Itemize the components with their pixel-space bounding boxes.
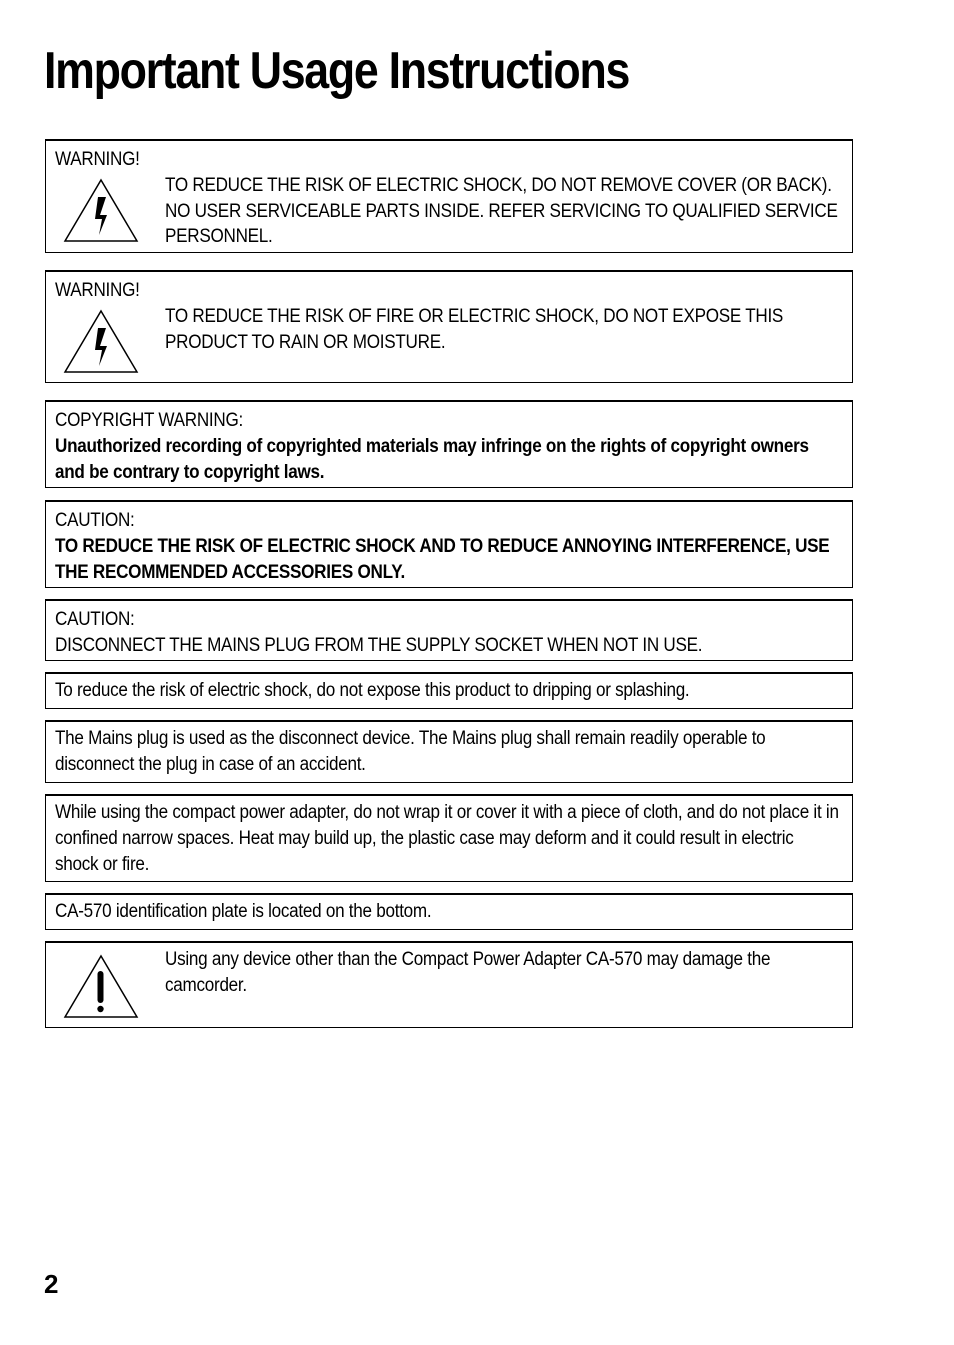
notice-text: Unauthorized recording of copyrighted materials may infringe on the rights of copyright owners and be contrary to copyright laws. <box>55 435 809 483</box>
caution-exclamation-icon <box>62 953 140 1021</box>
notice-caution-mains-plug <box>45 599 853 661</box>
notice-text: TO REDUCE THE RISK OF ELECTRIC SHOCK, DO NOT REMOVE COVER (OR BACK). NO USER SERVICEABLE PARTS INSIDE. REFER SERVICING TO QUALIFIED SERVICE PERSONNEL. <box>165 174 838 248</box>
notice-text: The Mains plug is used as the disconnect device. The Mains plug shall remain readily operable to disconnect the plug in case of an accident. <box>55 728 766 775</box>
notice-dripping-splashing <box>45 672 853 709</box>
notice-text: To reduce the risk of electric shock, do not expose this product to dripping or splashing. <box>55 680 690 701</box>
notice-text: While using the compact power adapter, do not wrap it or cover it with a piece of cloth, and do not place it in confined narrow spaces. Heat may build up, the plastic case may deform and it could result in electric shock or fire. <box>55 802 839 875</box>
notice-warning-fire-shock <box>45 270 853 383</box>
notice-text: CA-570 identification plate is located on the bottom. <box>55 901 432 922</box>
notice-heading: COPYRIGHT WARNING: <box>55 410 244 431</box>
electric-shock-warning-icon <box>62 308 140 376</box>
notice-heading: WARNING! <box>55 280 140 301</box>
notice-heading: WARNING! <box>55 149 140 170</box>
notice-text: TO REDUCE THE RISK OF ELECTRIC SHOCK AND TO REDUCE ANNOYING INTERFERENCE, USE THE RECOMMENDED ACCESSORIES ONLY. <box>55 535 830 583</box>
notice-mains-disconnect <box>45 720 853 783</box>
notice-heading: CAUTION: <box>55 510 135 531</box>
notice-copyright-warning <box>45 400 853 488</box>
notice-device-damage <box>45 941 853 1028</box>
notice-warning-shock-cover <box>45 139 853 253</box>
notice-text: TO REDUCE THE RISK OF FIRE OR ELECTRIC SHOCK, DO NOT EXPOSE THIS PRODUCT TO RAIN OR MOISTURE. <box>165 305 784 353</box>
page-number: 2 <box>44 1269 59 1299</box>
notice-power-adapter <box>45 794 853 882</box>
notice-text: DISCONNECT THE MAINS PLUG FROM THE SUPPLY SOCKET WHEN NOT IN USE. <box>55 634 703 656</box>
notice-heading: CAUTION: <box>55 609 135 630</box>
notice-text: Using any device other than the Compact Power Adapter CA-570 may damage the camcorder. <box>165 949 771 996</box>
notice-identification-plate <box>45 893 853 930</box>
page-title: Important Usage Instructions <box>44 42 630 100</box>
notice-caution-accessories <box>45 500 853 588</box>
electric-shock-warning-icon <box>62 177 140 245</box>
